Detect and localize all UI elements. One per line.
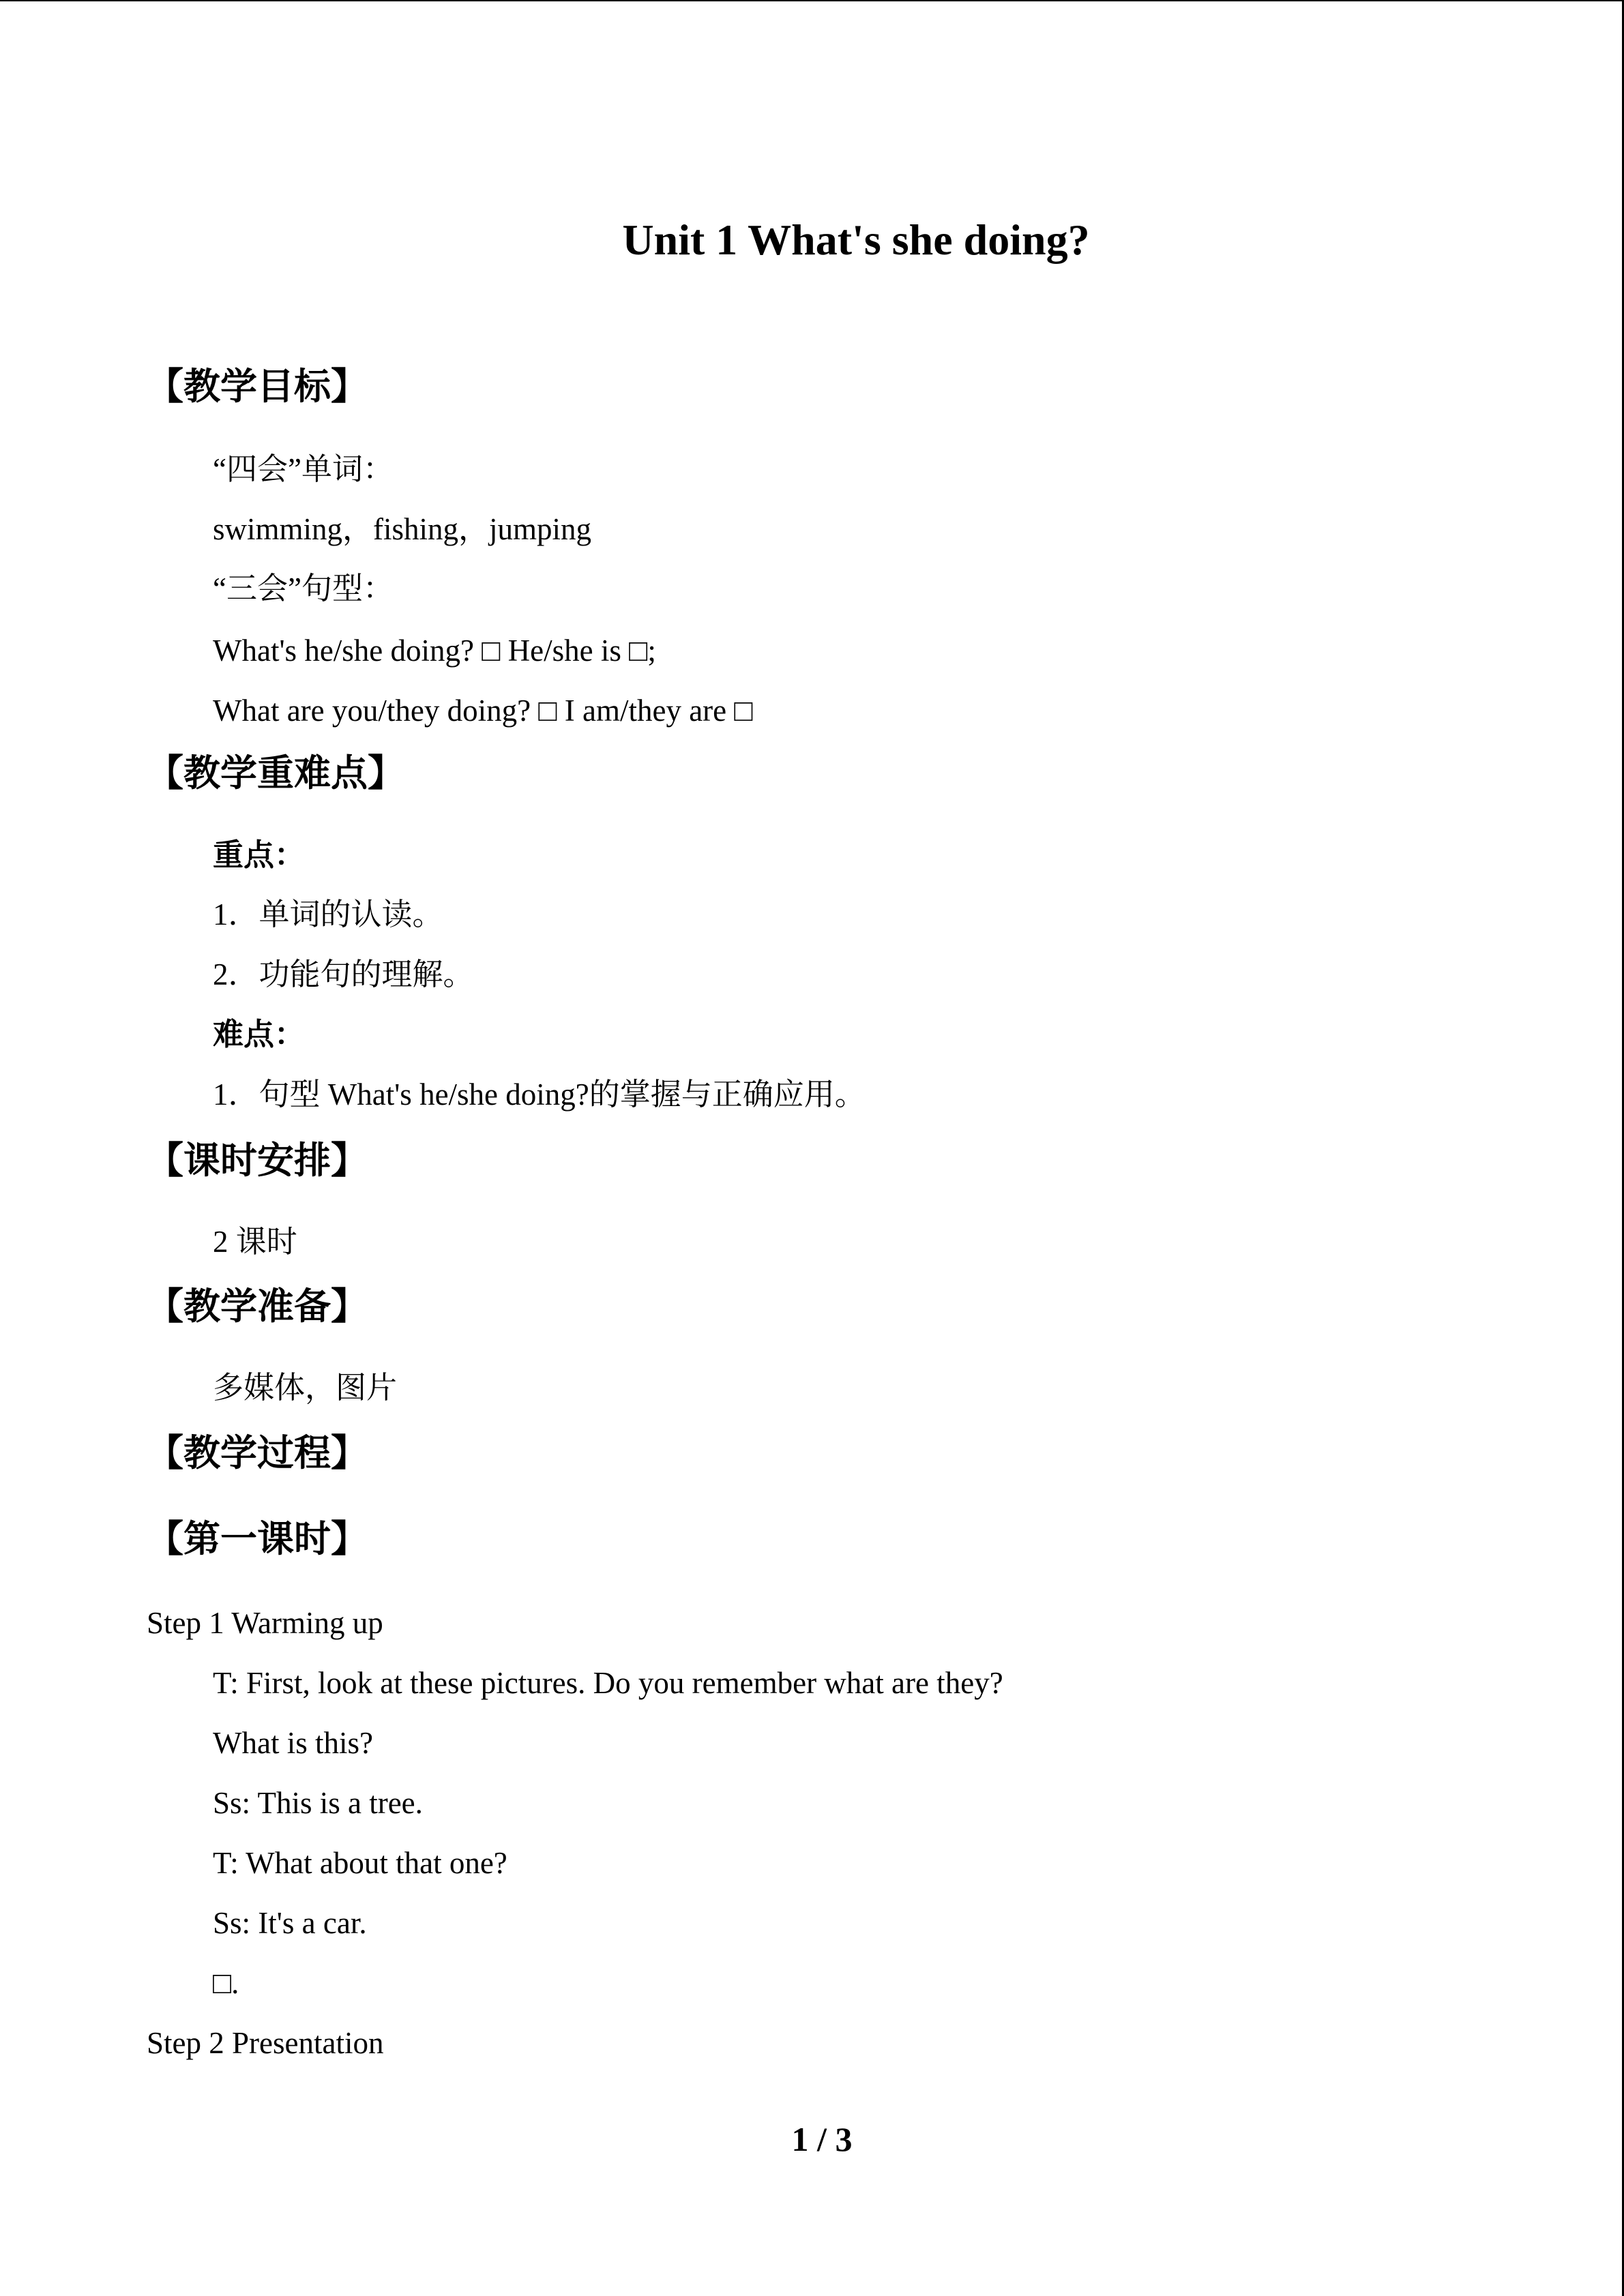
heading-preparation: 【教学准备】 (147, 1286, 368, 1327)
page-border-top (0, 0, 1624, 1)
focus-item-2: 2．功能句的理解。 (213, 957, 474, 992)
heading-schedule: 【课时安排】 (147, 1140, 368, 1181)
schedule-text: 2 课时 (213, 1225, 297, 1259)
step-2-title: Step 2 Presentation (147, 2026, 384, 2060)
objectives-line-1: “四会”单词： (213, 452, 394, 486)
difficulty-label: 难点： (213, 1017, 306, 1052)
preparation-text: 多媒体，图片 (213, 1371, 398, 1405)
heading-objectives: 【教学目标】 (147, 366, 368, 407)
focus-item-1: 1．单词的认读。 (213, 897, 443, 931)
page-indicator: 1 / 3 (791, 2120, 853, 2158)
lesson1-line-4: T: What about that one? (213, 1846, 507, 1880)
step-1-title: Step 1 Warming up (147, 1606, 383, 1640)
objectives-line-5: What are you/they doing? □ I am/they are □ (213, 694, 753, 728)
heading-lesson-1: 【第一课时】 (147, 1519, 368, 1560)
lesson1-line-3: Ss: This is a tree. (213, 1786, 423, 1820)
lesson1-line-2: What is this? (213, 1726, 373, 1760)
document-title: Unit 1 What's she doing? (622, 215, 1090, 264)
objectives-line-4: What's he/she doing? □ He/she is □; (213, 633, 656, 668)
lesson1-line-1: T: First, look at these pictures. Do you remember what are they? (213, 1666, 1003, 1700)
heading-key-points: 【教学重难点】 (147, 753, 404, 794)
lesson1-line-5: Ss: It's a car. (213, 1906, 367, 1940)
focus-label: 重点： (213, 838, 306, 872)
heading-process: 【教学过程】 (147, 1433, 368, 1474)
lesson1-line-6: □. (213, 1966, 239, 2000)
objectives-line-2: swimming，fishing，jumping (213, 512, 592, 546)
objectives-line-3: “三会”句型： (213, 571, 394, 606)
difficulty-item-1: 1．句型 What's he/she doing?的掌握与正确应用。 (213, 1077, 866, 1112)
